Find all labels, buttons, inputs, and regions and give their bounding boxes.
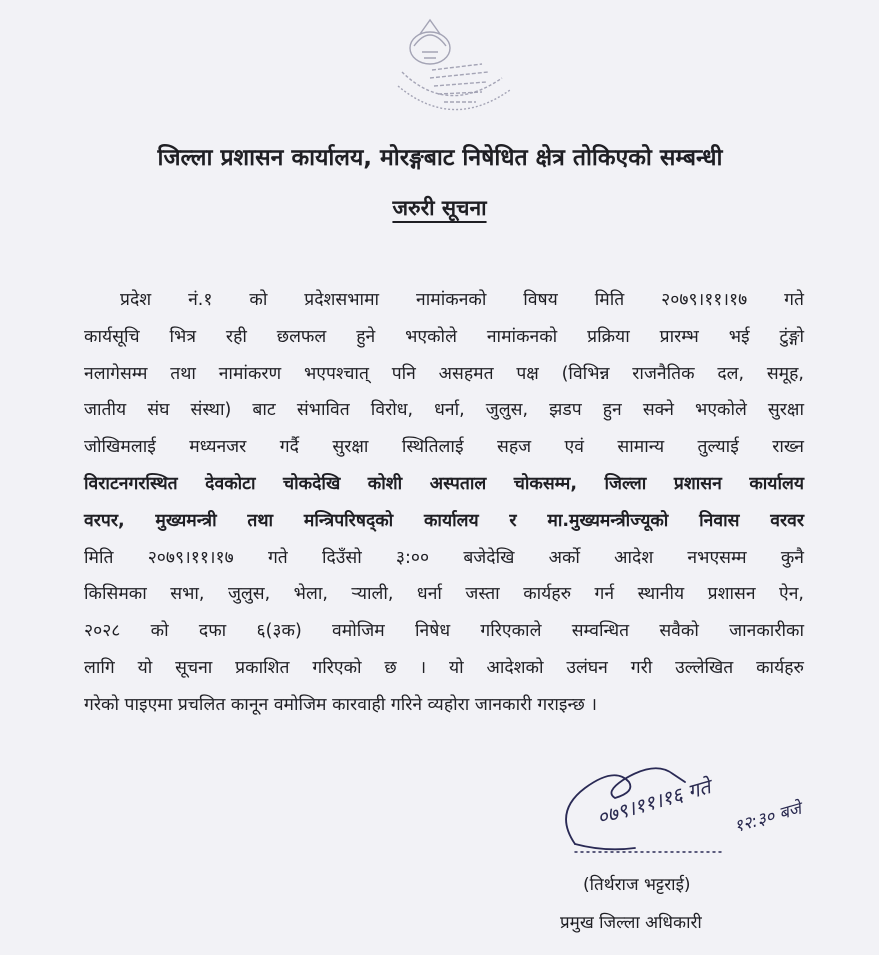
body-line: मिति २०७९।११।१७ गते दिउँसो ३:०० बजेदेखि अर्को आदेश नभएसम्म कुनै [84,547,804,568]
signer-name: (तिर्थराज भट्टराई) [583,875,691,895]
body-line: कार्यसूचि भित्र रही छलफल हुने भएकोले नामांकनको प्रक्रिया प्रारम्भ भई टुंङ्गो [84,326,804,347]
signer-designation: प्रमुख जिल्ला अधिकारी [560,913,702,933]
notice-title: जिल्ला प्रशासन कार्यालय, मोरङ्गबाट निषेधित क्षेत्र तोकिएको सम्बन्धी [157,145,723,171]
body-line: किसिमका सभा, जुलुस, भेला, ऱ्याली, धर्ना जस्ता कार्यहरु गर्न स्थानीय प्रशासन ऐन, [84,584,804,605]
body-line: २०२८ को दफा ६(३क) वमोजिम निषेध गरिएकाले सम्वन्धित सवैको जानकारीका [84,621,804,642]
office-seal-stamp [372,6,522,126]
signature-time: १२:३० बजे [731,798,804,838]
urgent-notice-heading: जरुरी सूचना [392,196,487,220]
body-line: प्रदेश नं.१ को प्रदेशसभामा नामांकनको विषय मिति २०७९।११।१७ गते [120,290,804,310]
notice-subtitle [0,194,879,222]
body-line: गरेको पाइएमा प्रचलित कानून वमोजिम कारवाही गरिने व्यहोरा जानकारी गराइन्छ । [84,694,597,715]
body-line: विराटनगरस्थित देवकोटा चोकदेखि कोशी अस्पताल चोकसम्म, जिल्ला प्रशासन कार्यालय [84,473,804,494]
notice-body [84,282,804,724]
body-line: जातीय संघ संस्था) बाट संभावित विरोध, धर्ना, जुलुस, झडप हुन सक्ने भएकोले सुरक्षा [84,400,804,421]
body-line: नलागेसम्म तथा नामांकरण भएपश्चात् पनि असहमत पक्ष (विभिन्न राजनैतिक दल, समूह, [84,363,804,384]
body-line: जोखिमलाई मध्यनजर गर्दै सुरक्षा स्थितिलाई सहज एवं सामान्य तुल्याई राख्न [84,437,804,458]
body-line: लागि यो सूचना प्रकाशित गरिएको छ । यो आदेशको उलंघन गरी उल्लेखित कार्यहरु [84,657,804,678]
signature-date: ०७९।११।१६ गते [594,774,714,830]
body-line: वरपर, मुख्यमन्त्री तथा मन्त्रिपरिषद्को कार्यालय र मा.मुख्यमन्त्रीज्यूको निवास वरवर [84,510,804,531]
